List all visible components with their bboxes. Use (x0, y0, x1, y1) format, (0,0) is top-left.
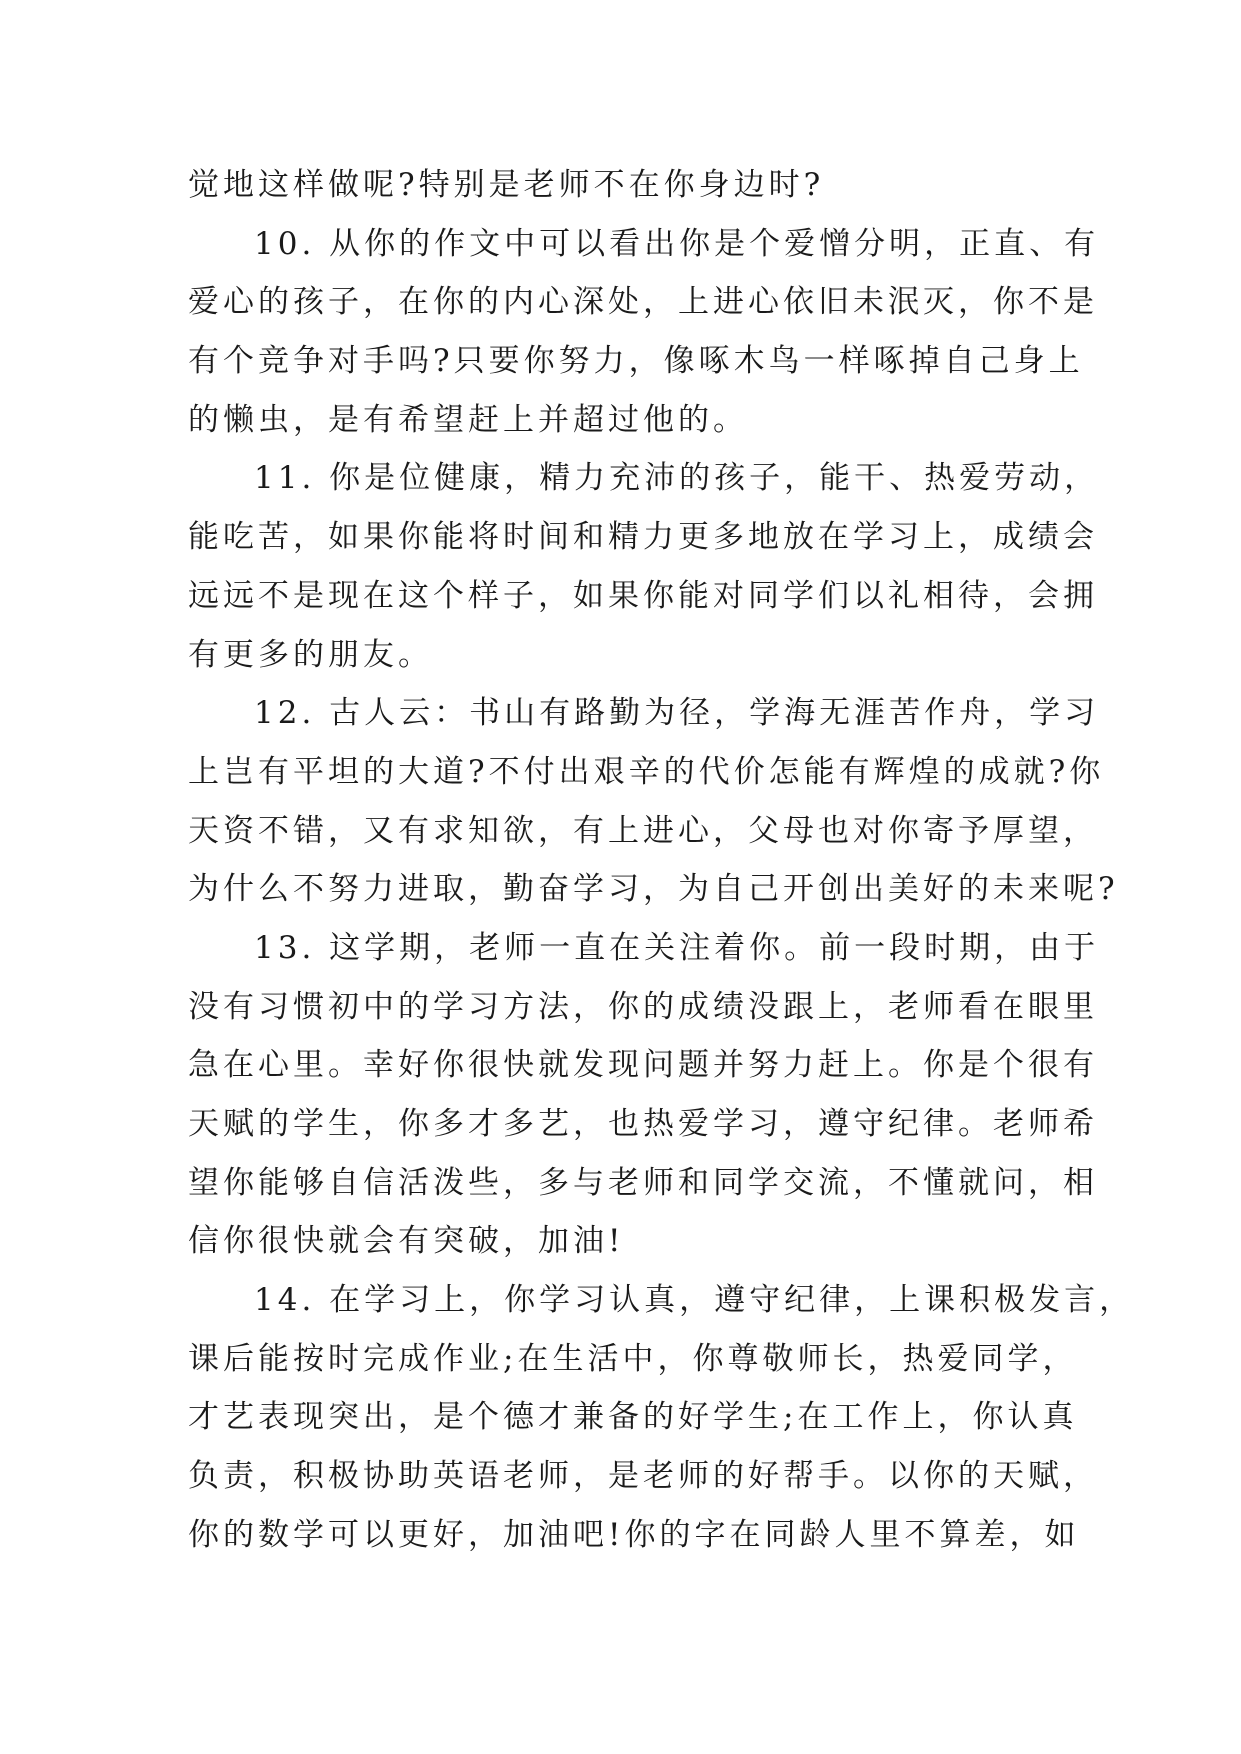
text-line: 天赋的学生，你多才多艺，也热爱学习，遵守纪律。老师希 (188, 1106, 1098, 1142)
text-line: 才艺表现突出，是个德才兼备的好学生;在工作上，你认真 (188, 1399, 1078, 1436)
text-line: 没有习惯初中的学习方法，你的成绩没跟上，老师看在眼里 (188, 988, 1098, 1025)
text-line: 有个竞争对手吗?只要你努力，像啄木鸟一样啄掉自己身上 (188, 343, 1084, 380)
paragraph-14-start: 14. 在学习上，你学习认真，遵守纪律，上课积极发言， (254, 1282, 1135, 1319)
text-line: 的懒虫，是有希望赶上并超过他的。 (188, 401, 748, 438)
paragraph-13-start: 13. 这学期，老师一直在关注着你。前一段时期，由于 (254, 929, 1100, 966)
text-line: 能吃苦，如果你能将时间和精力更多地放在学习上，成绩会 (188, 519, 1098, 556)
paragraph-12-start: 12. 古人云：书山有路勤为径，学海无涯苦作舟，学习 (254, 695, 1100, 732)
text-line: 爱心的孩子，在你的内心深处，上进心依旧未泯灭，你不是 (188, 284, 1098, 321)
text-line: 远远不是现在这个样子，如果你能对同学们以礼相待，会拥 (188, 577, 1098, 614)
paragraph-11-start: 11. 你是位健康，精力充沛的孩子，能干、热爱劳动， (254, 460, 1100, 497)
text-line: 上岂有平坦的大道?不付出艰辛的代价怎能有辉煌的成就?你 (188, 753, 1105, 790)
text-line: 课后能按时完成作业;在生活中，你尊敬师长，热爱同学， (188, 1340, 1078, 1377)
text-line: 觉地这样做呢?特别是老师不在你身边时? (188, 167, 825, 203)
text-line: 信你很快就会有突破，加油! (188, 1223, 625, 1260)
text-line: 负责，积极协助英语老师，是老师的好帮手。以你的天赋， (188, 1458, 1098, 1495)
text-line: 天资不错，又有求知欲，有上进心，父母也对你寄予厚望， (188, 812, 1098, 849)
text-line: 为什么不努力进取，勤奋学习，为自己开创出美好的未来呢? (188, 871, 1119, 908)
text-line: 望你能够自信活泼些，多与老师和同学交流，不懂就问，相 (188, 1164, 1098, 1201)
text-line: 有更多的朋友。 (188, 636, 433, 673)
text-line: 急在心里。幸好你很快就发现问题并努力赶上。你是个很有 (188, 1047, 1098, 1084)
document-body (188, 156, 1135, 1565)
paragraph-10-start: 10. 从你的作文中可以看出你是个爱憎分明，正直、有 (254, 225, 1100, 262)
text-line: 你的数学可以更好，加油吧!你的字在同龄人里不算差，如 (188, 1516, 1080, 1553)
